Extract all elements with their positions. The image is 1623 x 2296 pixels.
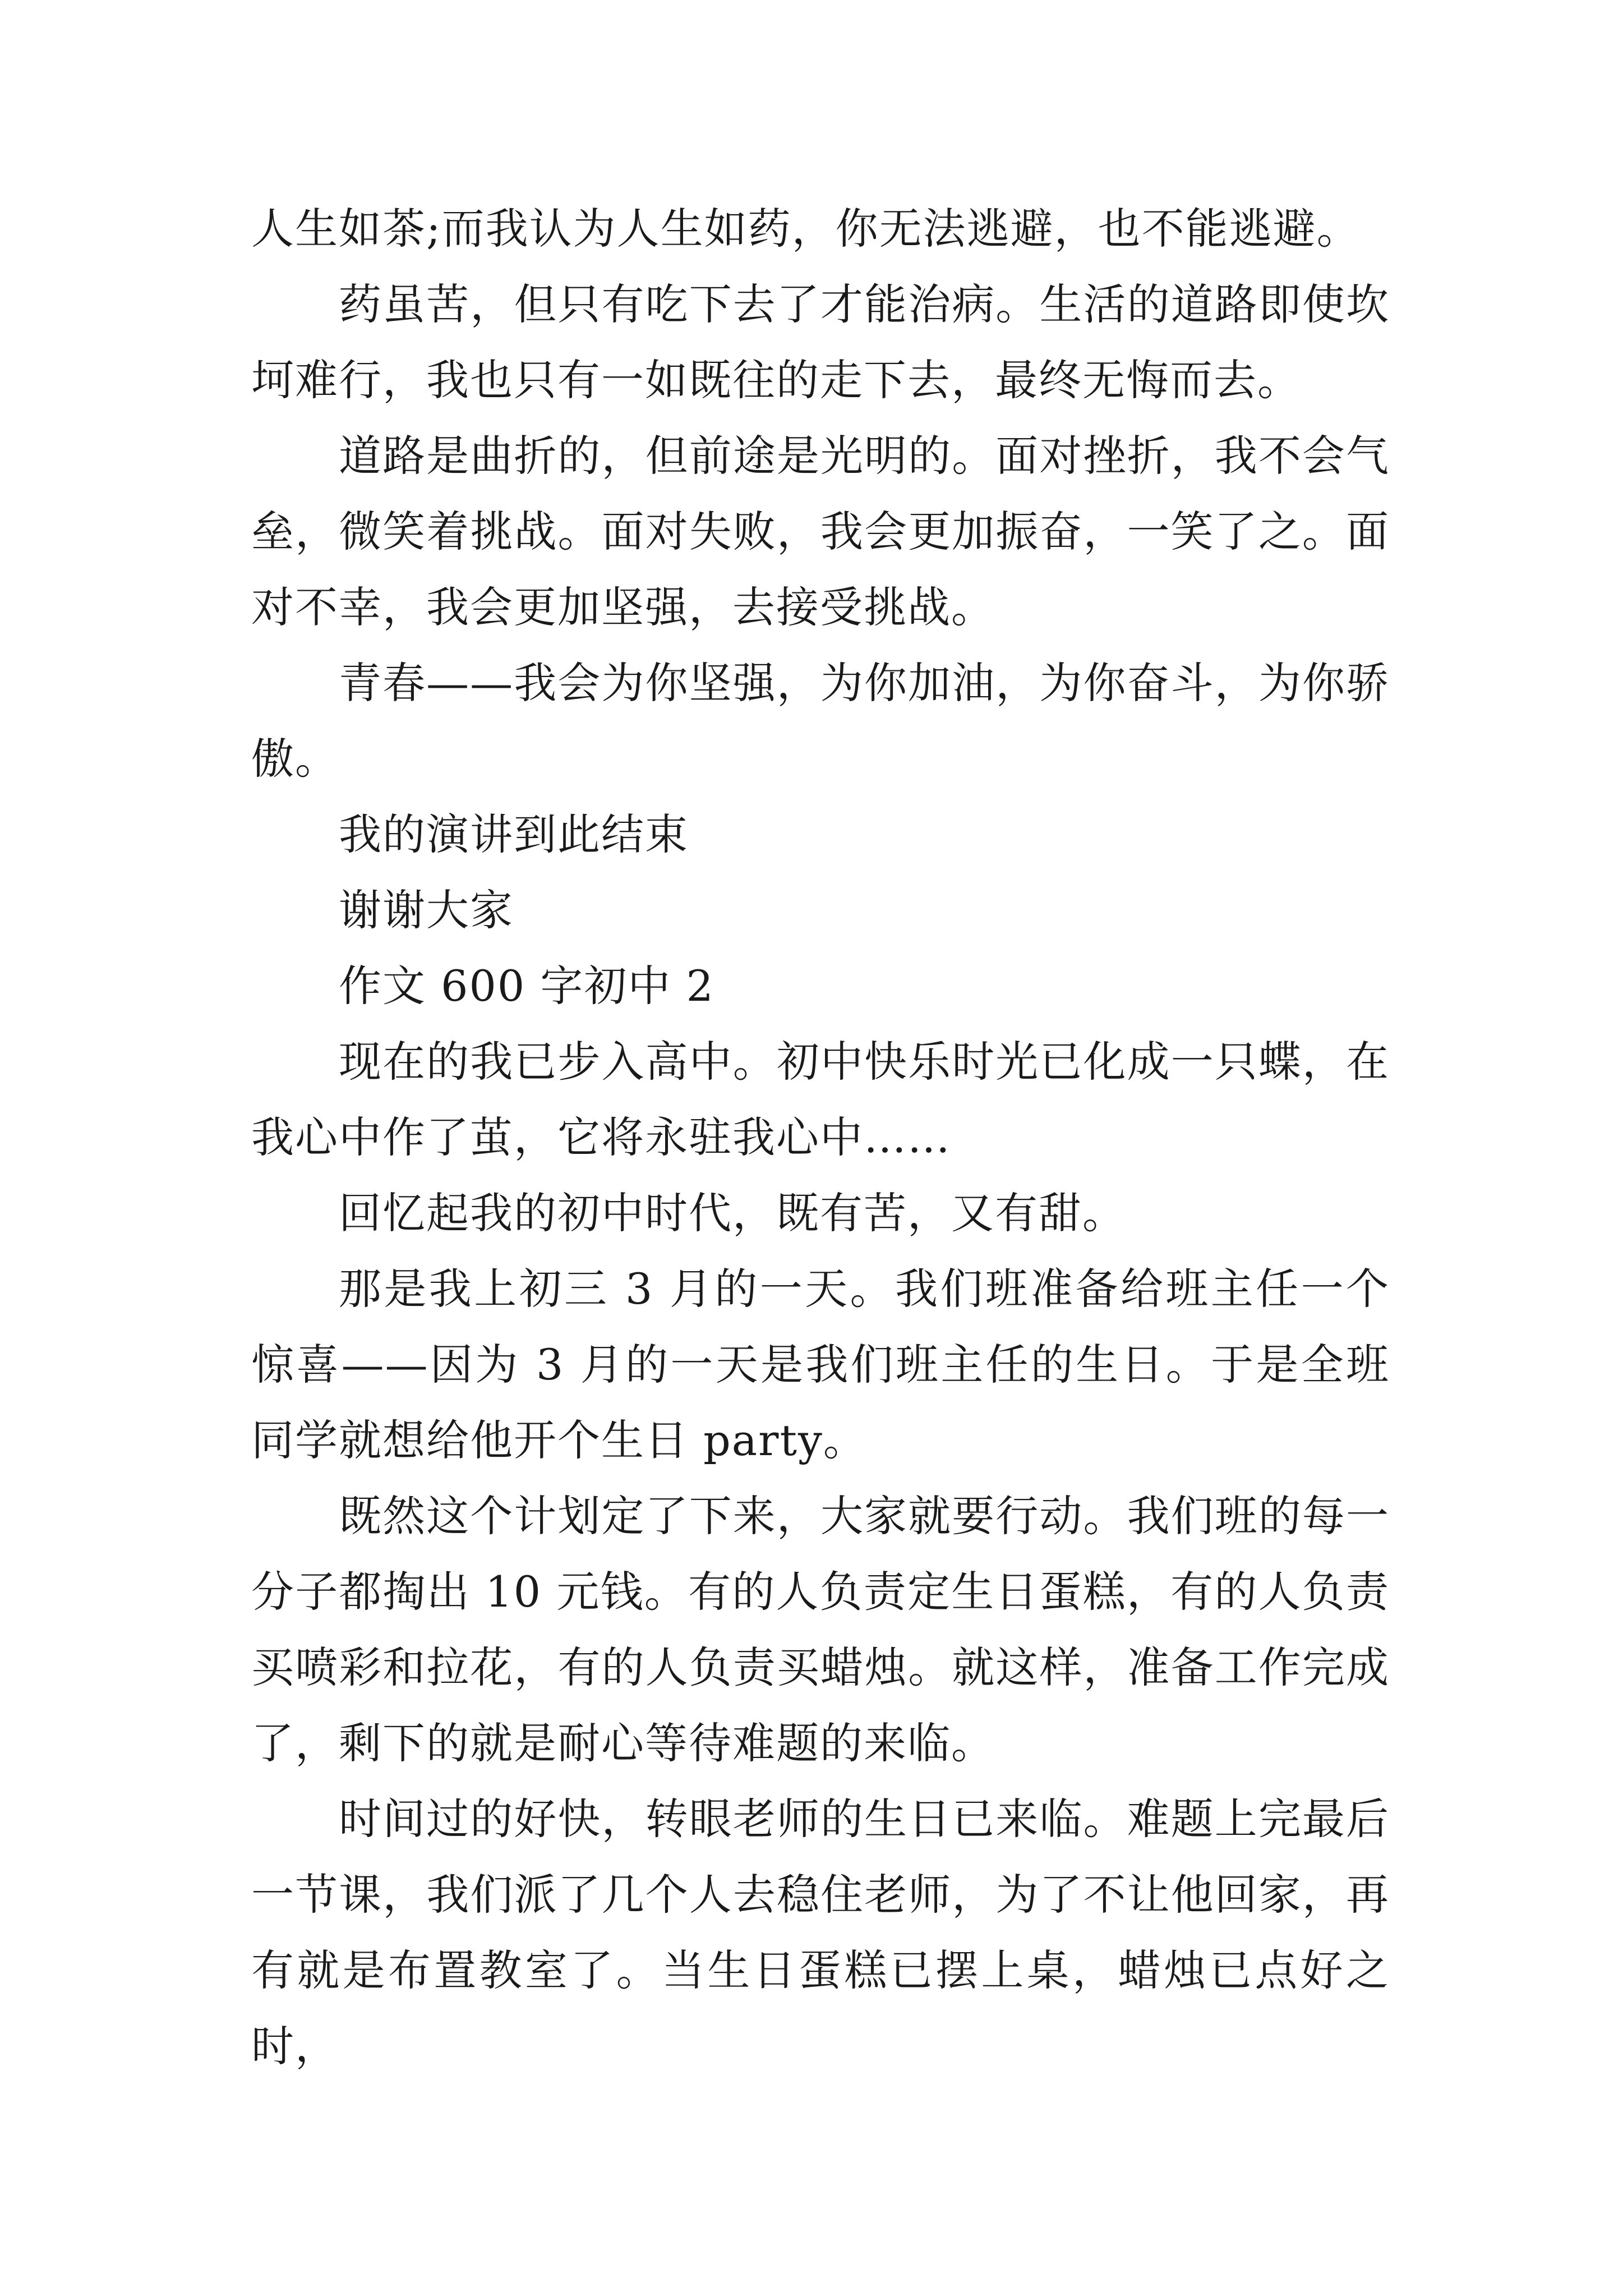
paragraph-6: 谢谢大家 [339,885,514,935]
section-heading: 作文 600 字初中 2 [339,961,714,1011]
paragraph-11: 既然这个计划定了下来，大家就要行动。我们班的每一分子都掏出 10 元钱。有的人负责定生日蛋糕，有的人负责买喷彩和拉花，有的人负责买蜡烛。就这样，准备工作完成了，剩下的就是耐心等待难题的来临。 [251,1491,1390,1768]
document-body [251,191,1390,2084]
paragraph-4: 青春——我会为你坚强，为你加油，为你奋斗，为你骄傲。 [251,658,1390,784]
paragraph-9: 回忆起我的初中时代，既有苦，又有甜。 [339,1188,1126,1238]
paragraph-1: 人生如茶;而我认为人生如药，你无法逃避，也不能逃避。 [251,204,1361,254]
paragraph-10: 那是我上初三 3 月的一天。我们班准备给班主任一个惊喜——因为 3 月的一天是我们班主任的生日。于是全班同学就想给他开个生日 party。 [251,1264,1390,1465]
paragraph-8: 现在的我已步入高中。初中快乐时光已化成一只蝶，在我心中作了茧，它将永驻我心中…… [251,1037,1390,1162]
paragraph-12: 时间过的好快，转眼老师的生日已来临。难题上完最后一节课，我们派了几个人去稳住老师，为了不让他回家，再有就是布置教室了。当生日蛋糕已摆上桌，蜡烛已点好之时， [251,1794,1390,2071]
paragraph-5: 我的演讲到此结束 [339,809,689,859]
paragraph-3: 道路是曲折的，但前途是光明的。面对挫折，我不会气垒，微笑着挑战。面对失败，我会更加振奋，一笑了之。面对不幸，我会更加坚强，去接受挑战。 [251,431,1390,632]
paragraph-2: 药虽苦，但只有吃下去了才能治病。生活的道路即使坎坷难行，我也只有一如既往的走下去，最终无悔而去。 [251,279,1390,405]
